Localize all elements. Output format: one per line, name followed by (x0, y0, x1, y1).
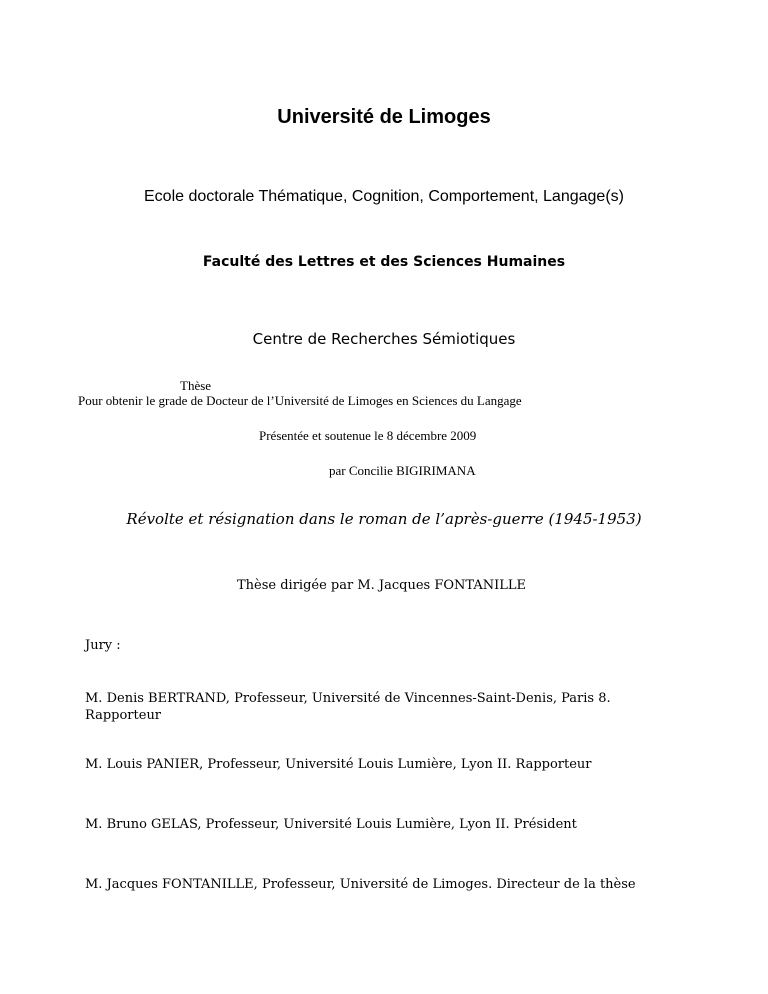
defense-date: Présentée et soutenue le 8 décembre 2009 (259, 428, 477, 443)
thesis-label: Thèse (180, 378, 212, 393)
thesis-supervisor: Thèse dirigée par M. Jacques FONTANILLE (237, 578, 527, 593)
jury-member: M. Jacques FONTANILLE, Professeur, Université de Limoges. Directeur de la thèse (85, 877, 636, 892)
research-center: Centre de Recherches Sémiotiques (252, 330, 516, 348)
jury-member-role: Rapporteur (85, 708, 162, 723)
faculty-name: Faculté des Lettres et des Sciences Humaines (202, 254, 566, 270)
doctoral-school: Ecole doctorale Thématique, Cognition, Comportement, Langage(s) (144, 188, 624, 205)
jury-member-line: M. Denis BERTRAND, Professeur, Université de Vincennes-Saint-Denis, Paris 8. (85, 691, 611, 706)
university-name: Université de Limoges (277, 106, 491, 128)
degree-statement: Pour obtenir le grade de Docteur de l’Université de Limoges en Sciences du Langage (78, 393, 522, 408)
thesis-title: Révolte et résignation dans le roman de l’après-guerre (1945-1953) (126, 510, 642, 528)
jury-member: M. Louis PANIER, Professeur, Université Louis Lumière, Lyon II. Rapporteur (85, 757, 592, 772)
jury-member: M. Bruno GELAS, Professeur, Université Louis Lumière, Lyon II. Président (85, 817, 577, 832)
jury-label: Jury : (85, 638, 121, 653)
author: par Concilie BIGIRIMANA (329, 463, 476, 478)
jury-member (85, 690, 611, 724)
